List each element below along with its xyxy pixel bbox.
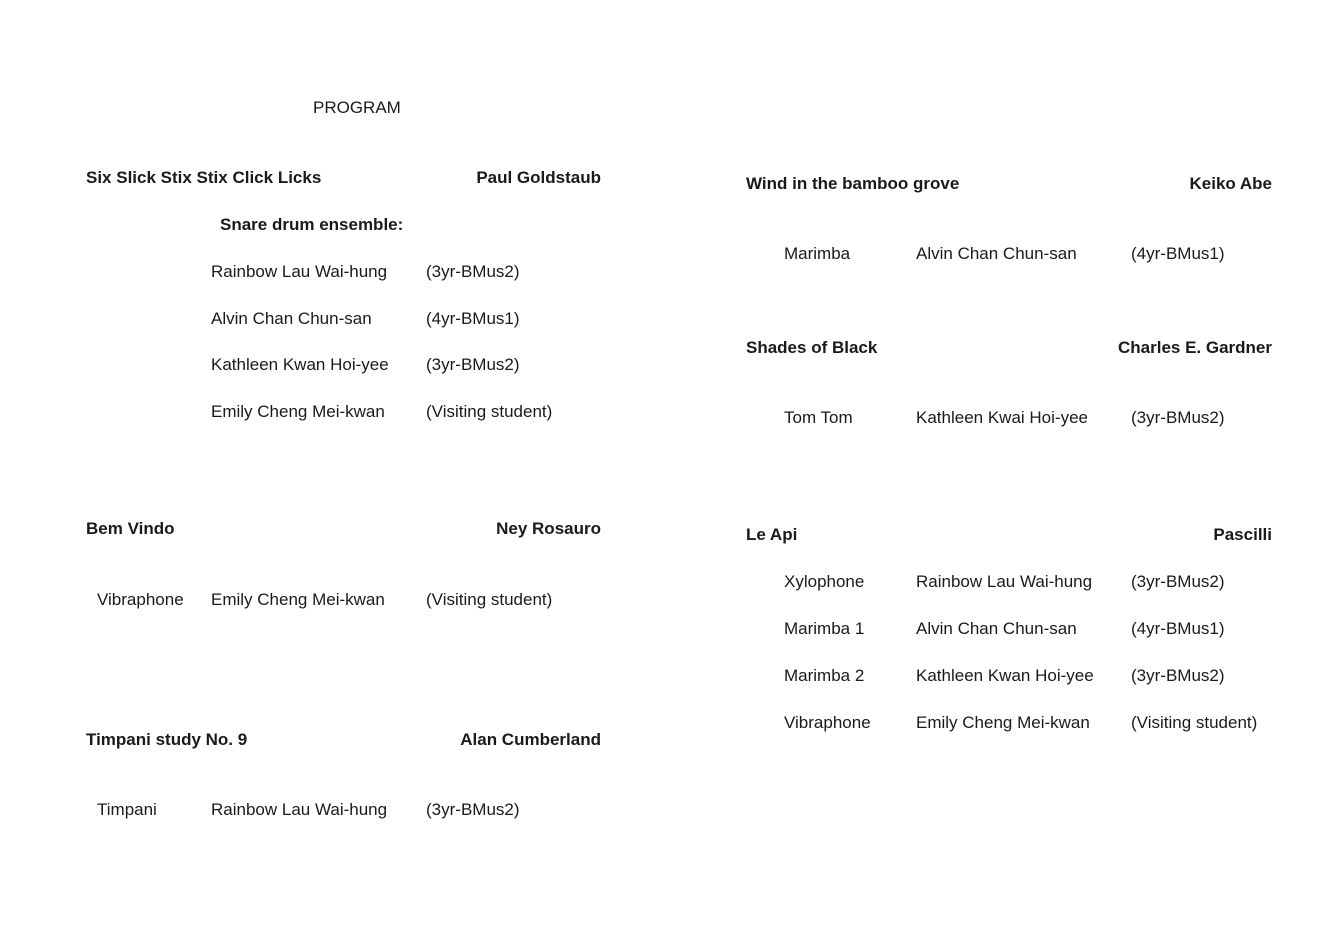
performer-instrument: Marimba [784, 244, 851, 263]
performer-instrument: Marimba 1 [784, 619, 865, 638]
performer-year: (3yr-BMus2) [1131, 572, 1225, 591]
piece-title: Timpani study No. 9 [86, 730, 248, 749]
ensemble-label: Snare drum ensemble: [220, 215, 404, 234]
piece-composer: Ney Rosauro [496, 519, 601, 538]
performer-name: Rainbow Lau Wai-hung [916, 572, 1093, 591]
piece-composer: Charles E. Gardner [1117, 338, 1272, 357]
performer-year: (Visiting student) [426, 402, 553, 421]
piece-composer: Keiko Abe [1189, 174, 1272, 193]
performer-name: Rainbow Lau Wai-hung [211, 800, 388, 819]
performer-name: Alvin Chan Chun-san [211, 309, 372, 328]
performer-name: Kathleen Kwan Hoi-yee [211, 355, 389, 374]
performer-name: Kathleen Kwai Hoi-yee [916, 408, 1088, 427]
performer-year: (4yr-BMus1) [1131, 619, 1225, 638]
performer-name: Rainbow Lau Wai-hung [211, 262, 388, 281]
performer-name: Emily Cheng Mei-kwan [916, 713, 1090, 732]
performer-instrument: Tom Tom [784, 408, 853, 427]
piece-title: Bem Vindo [86, 519, 175, 538]
performer-year: (3yr-BMus2) [1131, 408, 1225, 427]
piece-composer: Pascilli [1213, 525, 1272, 544]
piece-composer: Alan Cumberland [460, 730, 601, 749]
performer-instrument: Vibraphone [97, 590, 184, 609]
piece-title: Six Slick Stix Stix Click Licks [86, 168, 322, 187]
program-title: PROGRAM [313, 98, 401, 117]
performer-year: (4yr-BMus1) [1131, 244, 1225, 263]
piece-composer: Paul Goldstaub [476, 168, 601, 187]
performer-year: (3yr-BMus2) [426, 800, 520, 819]
performer-year: (Visiting student) [1131, 713, 1258, 732]
performer-year: (3yr-BMus2) [426, 355, 520, 374]
performer-year: (3yr-BMus2) [1131, 666, 1225, 685]
piece-title: Shades of Black [746, 338, 878, 357]
performer-name: Emily Cheng Mei-kwan [211, 590, 385, 609]
performer-instrument: Marimba 2 [784, 666, 865, 685]
performer-name: Alvin Chan Chun-san [916, 244, 1077, 263]
performer-year: (3yr-BMus2) [426, 262, 520, 281]
performer-name: Emily Cheng Mei-kwan [211, 402, 385, 421]
performer-instrument: Xylophone [784, 572, 865, 591]
piece-title: Wind in the bamboo grove [746, 174, 960, 193]
performer-name: Alvin Chan Chun-san [916, 619, 1077, 638]
performer-instrument: Vibraphone [784, 713, 871, 732]
performer-year: (Visiting student) [426, 590, 553, 609]
performer-year: (4yr-BMus1) [426, 309, 520, 328]
performer-instrument: Timpani [97, 800, 157, 819]
piece-title: Le Api [746, 525, 798, 544]
performer-name: Kathleen Kwan Hoi-yee [916, 666, 1094, 685]
